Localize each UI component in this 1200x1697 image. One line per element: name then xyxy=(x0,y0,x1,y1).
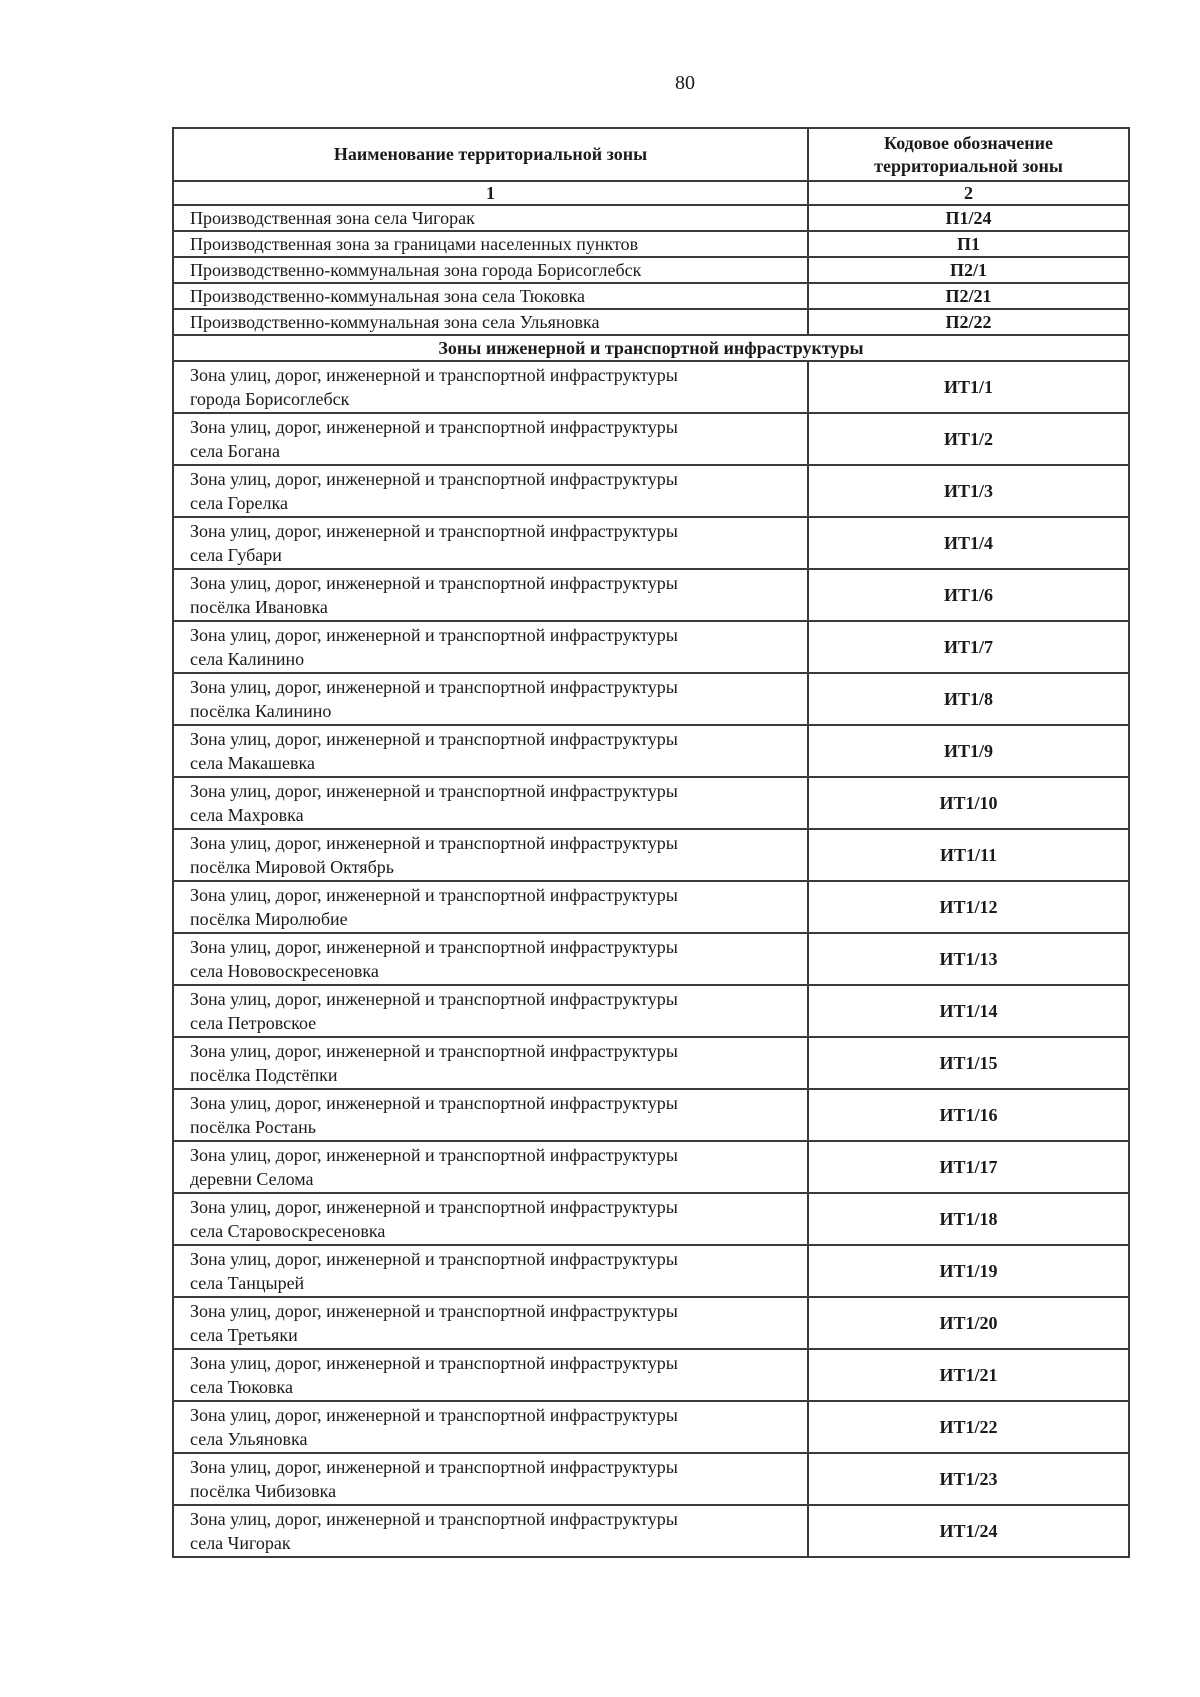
zone-code: ИТ1/8 xyxy=(808,673,1129,725)
zone-code: ИТ1/19 xyxy=(808,1245,1129,1297)
zone-name-line-1: Зона улиц, дорог, инженерной и транспортной инфраструктуры xyxy=(190,1353,678,1373)
zone-name xyxy=(173,1505,808,1557)
zone-code: ИТ1/11 xyxy=(808,829,1129,881)
zone-name-line-1: Зона улиц, дорог, инженерной и транспортной инфраструктуры xyxy=(190,1509,678,1529)
table-row xyxy=(173,725,1129,777)
table-row xyxy=(173,1297,1129,1349)
zone-name xyxy=(173,777,808,829)
zone-name-line-2: села Горелка xyxy=(190,493,288,513)
zone-name xyxy=(173,621,808,673)
zone-name xyxy=(173,517,808,569)
table-row xyxy=(173,673,1129,725)
table-row xyxy=(173,1401,1129,1453)
zone-name-line-2: посёлка Чибизовка xyxy=(190,1481,337,1501)
table-row xyxy=(173,465,1129,517)
zone-code: ИТ1/7 xyxy=(808,621,1129,673)
zone-name-line-2: посёлка Калинино xyxy=(190,701,332,721)
zone-name-line-2: села Махровка xyxy=(190,805,304,825)
zone-name xyxy=(173,465,808,517)
section-title: Зоны инженерной и транспортной инфраструктуры xyxy=(173,335,1129,361)
header-zone-name: Наименование территориальной зоны xyxy=(173,128,808,181)
table-row xyxy=(173,1141,1129,1193)
zone-name-line-2: села Петровское xyxy=(190,1013,317,1033)
zone-name-line-2: села Чигорак xyxy=(190,1533,291,1553)
zone-name-line-2: села Старовоскресеновка xyxy=(190,1221,386,1241)
column-number-2: 2 xyxy=(808,181,1129,205)
zone-code: ИТ1/18 xyxy=(808,1193,1129,1245)
zone-code: ИТ1/24 xyxy=(808,1505,1129,1557)
zone-name-line-1: Зона улиц, дорог, инженерной и транспортной инфраструктуры xyxy=(190,989,678,1009)
column-number-1: 1 xyxy=(173,181,808,205)
zone-name-line-1: Зона улиц, дорог, инженерной и транспортной инфраструктуры xyxy=(190,781,678,801)
zone-name-line-2: села Тюковка xyxy=(190,1377,294,1397)
zones-table xyxy=(172,127,1130,1558)
zone-name: Производственная зона за границами населенных пунктов xyxy=(173,231,808,257)
zone-name-line-1: Зона улиц, дорог, инженерной и транспортной инфраструктуры xyxy=(190,833,678,853)
table-row xyxy=(173,309,1129,335)
zone-code: П2/21 xyxy=(808,283,1129,309)
zone-name-line-1: Зона улиц, дорог, инженерной и транспортной инфраструктуры xyxy=(190,469,678,489)
zone-name xyxy=(173,1245,808,1297)
zone-name xyxy=(173,413,808,465)
zone-name xyxy=(173,1089,808,1141)
table-row xyxy=(173,1453,1129,1505)
zone-name xyxy=(173,881,808,933)
zone-code: ИТ1/2 xyxy=(808,413,1129,465)
zone-name-line-2: села Макашевка xyxy=(190,753,315,773)
zone-name-line-1: Зона улиц, дорог, инженерной и транспортной инфраструктуры xyxy=(190,677,678,697)
zone-name-line-1: Зона улиц, дорог, инженерной и транспортной инфраструктуры xyxy=(190,1093,678,1113)
table-row xyxy=(173,881,1129,933)
zone-name-line-1: Зона улиц, дорог, инженерной и транспортной инфраструктуры xyxy=(190,573,678,593)
zone-name-line-1: Зона улиц, дорог, инженерной и транспортной инфраструктуры xyxy=(190,1197,678,1217)
zone-name-line-2: деревни Селома xyxy=(190,1169,314,1189)
zone-name xyxy=(173,673,808,725)
zone-name-line-2: города Борисоглебск xyxy=(190,389,350,409)
zone-name-line-2: села Губари xyxy=(190,545,282,565)
zone-code: ИТ1/15 xyxy=(808,1037,1129,1089)
table-row xyxy=(173,205,1129,231)
zone-name-line-2: села Ульяновка xyxy=(190,1429,308,1449)
table-row xyxy=(173,1193,1129,1245)
zone-name-line-1: Зона улиц, дорог, инженерной и транспортной инфраструктуры xyxy=(190,1041,678,1061)
zone-name-line-1: Зона улиц, дорог, инженерной и транспортной инфраструктуры xyxy=(190,365,678,385)
zone-name: Производственно-коммунальная зона города Борисоглебск xyxy=(173,257,808,283)
zone-name-line-2: посёлка Ивановка xyxy=(190,597,328,617)
zone-name xyxy=(173,1349,808,1401)
zone-name-line-1: Зона улиц, дорог, инженерной и транспортной инфраструктуры xyxy=(190,1405,678,1425)
zone-name: Производственно-коммунальная зона села Ульяновка xyxy=(173,309,808,335)
zone-name-line-2: села Богана xyxy=(190,441,280,461)
zone-name-line-1: Зона улиц, дорог, инженерной и транспортной инфраструктуры xyxy=(190,1145,678,1165)
zone-code: ИТ1/9 xyxy=(808,725,1129,777)
zone-code: ИТ1/17 xyxy=(808,1141,1129,1193)
zone-name-line-1: Зона улиц, дорог, инженерной и транспортной инфраструктуры xyxy=(190,1301,678,1321)
zone-code: П1 xyxy=(808,231,1129,257)
zone-code: ИТ1/4 xyxy=(808,517,1129,569)
table-row xyxy=(173,777,1129,829)
table-row xyxy=(173,361,1129,413)
zone-name-line-1: Зона улиц, дорог, инженерной и транспортной инфраструктуры xyxy=(190,417,678,437)
zone-name-line-2: села Калинино xyxy=(190,649,305,669)
table-row xyxy=(173,1037,1129,1089)
zone-name-line-2: посёлка Подстёпки xyxy=(190,1065,338,1085)
zone-name xyxy=(173,933,808,985)
page-number: 80 xyxy=(675,72,695,94)
zone-name xyxy=(173,1401,808,1453)
zone-name xyxy=(173,1453,808,1505)
zone-name-line-1: Зона улиц, дорог, инженерной и транспортной инфраструктуры xyxy=(190,885,678,905)
table-row xyxy=(173,231,1129,257)
zone-code: ИТ1/12 xyxy=(808,881,1129,933)
zone-code: ИТ1/1 xyxy=(808,361,1129,413)
zone-name-line-1: Зона улиц, дорог, инженерной и транспортной инфраструктуры xyxy=(190,729,678,749)
table-row xyxy=(173,933,1129,985)
zone-code: ИТ1/14 xyxy=(808,985,1129,1037)
zone-name-line-1: Зона улиц, дорог, инженерной и транспортной инфраструктуры xyxy=(190,625,678,645)
zone-name-line-2: села Третьяки xyxy=(190,1325,298,1345)
table-header-row xyxy=(173,128,1129,181)
zone-name xyxy=(173,1141,808,1193)
zone-code: П2/22 xyxy=(808,309,1129,335)
table-row xyxy=(173,413,1129,465)
zone-code: ИТ1/13 xyxy=(808,933,1129,985)
zone-name xyxy=(173,725,808,777)
table-row xyxy=(173,1505,1129,1557)
zone-code: П1/24 xyxy=(808,205,1129,231)
table-row xyxy=(173,985,1129,1037)
zone-name-line-1: Зона улиц, дорог, инженерной и транспортной инфраструктуры xyxy=(190,937,678,957)
zone-name-line-2: посёлка Ростань xyxy=(190,1117,316,1137)
table-row xyxy=(173,829,1129,881)
zone-name-line-2: села Танцырей xyxy=(190,1273,305,1293)
zone-code: ИТ1/20 xyxy=(808,1297,1129,1349)
zone-code: ИТ1/6 xyxy=(808,569,1129,621)
zone-name xyxy=(173,569,808,621)
zone-name-line-2: села Нововоскресеновка xyxy=(190,961,379,981)
zone-code: ИТ1/22 xyxy=(808,1401,1129,1453)
zone-code: П2/1 xyxy=(808,257,1129,283)
column-number-row xyxy=(173,181,1129,205)
table-row xyxy=(173,1245,1129,1297)
table-body xyxy=(173,181,1129,1557)
table-row xyxy=(173,1089,1129,1141)
zone-name xyxy=(173,985,808,1037)
zone-name-line-1: Зона улиц, дорог, инженерной и транспортной инфраструктуры xyxy=(190,1249,678,1269)
zone-name xyxy=(173,1037,808,1089)
zone-code: ИТ1/10 xyxy=(808,777,1129,829)
zone-code: ИТ1/3 xyxy=(808,465,1129,517)
zone-name xyxy=(173,829,808,881)
zone-name xyxy=(173,361,808,413)
table-row xyxy=(173,283,1129,309)
table-row xyxy=(173,517,1129,569)
zone-name-line-2: посёлка Мировой Октябрь xyxy=(190,857,394,877)
section-row xyxy=(173,335,1129,361)
table-row xyxy=(173,257,1129,283)
zone-name-line-2: посёлка Миролюбие xyxy=(190,909,348,929)
table-row xyxy=(173,1349,1129,1401)
zone-name: Производственная зона села Чигорак xyxy=(173,205,808,231)
zone-code: ИТ1/21 xyxy=(808,1349,1129,1401)
zone-code: ИТ1/23 xyxy=(808,1453,1129,1505)
zone-name xyxy=(173,1297,808,1349)
table-row xyxy=(173,621,1129,673)
zone-name-line-1: Зона улиц, дорог, инженерной и транспортной инфраструктуры xyxy=(190,1457,678,1477)
header-zone-code: Кодовое обозначение территориальной зоны xyxy=(808,128,1129,181)
zone-name: Производственно-коммунальная зона села Тюковка xyxy=(173,283,808,309)
zone-code: ИТ1/16 xyxy=(808,1089,1129,1141)
table-row xyxy=(173,569,1129,621)
zone-name-line-1: Зона улиц, дорог, инженерной и транспортной инфраструктуры xyxy=(190,521,678,541)
zone-name xyxy=(173,1193,808,1245)
